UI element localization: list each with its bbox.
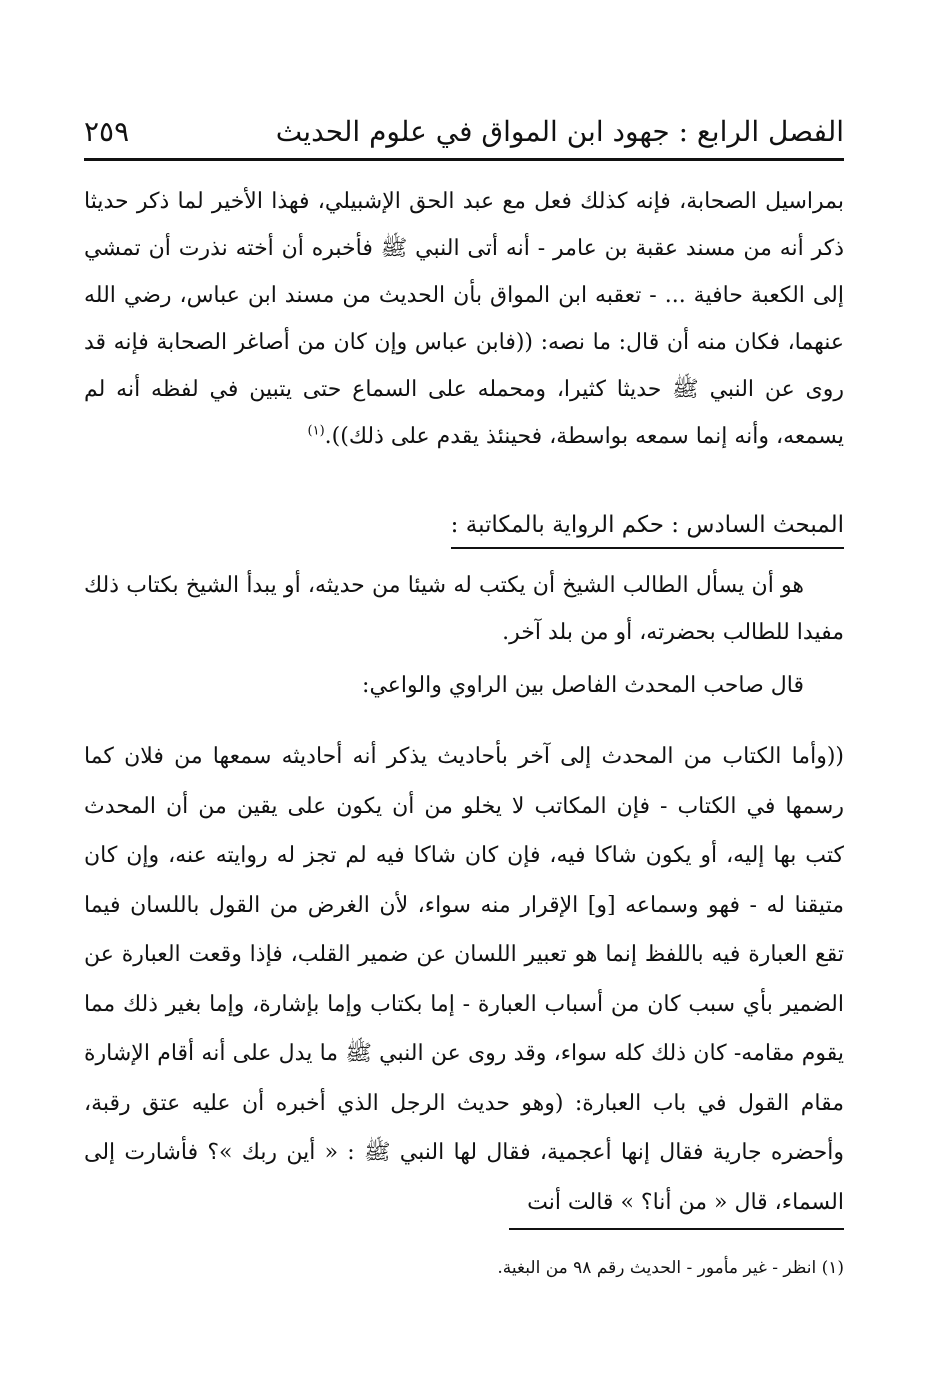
footnote-divider — [509, 1228, 844, 1230]
paragraph-1 — [84, 178, 844, 460]
paragraph-1-text: بمراسيل الصحابة، فإنه كذلك فعل مع عبد الحق الإشبيلي، فهذا الأخير لما ذكر حديثا ذكر أنه من مسند عقبة بن عامر - أنه أتى النبي ﷺ فأخبره أن أخته نذرت أن تمشي إلى الكعبة حافية ... - تعقبه ابن المواق بأن الحديث من مسند ابن عباس، رضي الله عنهما، فكان منه أن قال: ما نصه: ((فابن عباس وإن كان من أصاغر الصحابة فإنه قد روى عن النبي ﷺ حديثا كثيرا، ومحمله على السماع حتى يتبين في لفظه أنه لم يسمعه، وأنه إنما سمعه بواسطة، فحينئذ يقدم على ذلك)). — [84, 189, 845, 449]
paragraph-2: هو أن يسأل الطالب الشيخ أن يكتب له شيئا من حديثه، أو يبدأ الشيخ بكتاب ذلك مفيدا للطالب بحضرته، أو من بلد آخر. — [84, 573, 844, 645]
chapter-title: الفصل الرابع : جهود ابن المواق في علوم الحديث — [275, 115, 844, 148]
paragraph-4: ((وأما الكتاب من المحدث إلى آخر بأحاديث يذكر أنه أحاديثه سمعها من فلان كما رسمها في الكتاب - فإن المكاتب لا يخلو من أن يكون على يقين من أن المحدث كتب بها إليه، أو يكون شاكا فيه، فإن كان شاكا فيه لم تجز له روايته عنه، وإن كان متيقنا له - فهو وسماعه [و] الإقرار منه سواء، لأن الغرض من القول باللسان فيما تقع العبارة فيه باللفظ إنما هو تعبير اللسان عن ضمير القلب، فإذا وقعت العبارة عن الضمير بأي سبب كان من أسباب العبارة - إما بكتاب وإما بإشارة، وإما بغير ذلك مما يقوم مقامه- كان ذلك كله سواء، وقد روى عن النبي ﷺ ما يدل على أنه أقام الإشارة مقام القول في باب العبارة: (وهو حديث الرجل الذي أخبره أن عليه عتق رقبة، وأحضره جارية فقال إنها أعجمية، فقال لها النبي ﷺ : « أين ربك »؟ فأشارت إلى السماء، قال « من أنا؟ » قالت أنت — [84, 744, 844, 1215]
section-heading: المبحث السادس : حكم الرواية بالمكاتبة : — [451, 505, 844, 549]
header-divider — [84, 158, 844, 161]
footnote-reference: (١) — [307, 423, 325, 439]
footnote: (١) انظر - غير مأمور - الحديث رقم ٩٨ من البغية. — [497, 1258, 844, 1278]
page-number: ٢٥٩ — [84, 115, 130, 148]
paragraph-3: قال صاحب المحدث الفاصل بين الراوي والواعي: — [362, 673, 804, 698]
running-header — [84, 112, 844, 160]
